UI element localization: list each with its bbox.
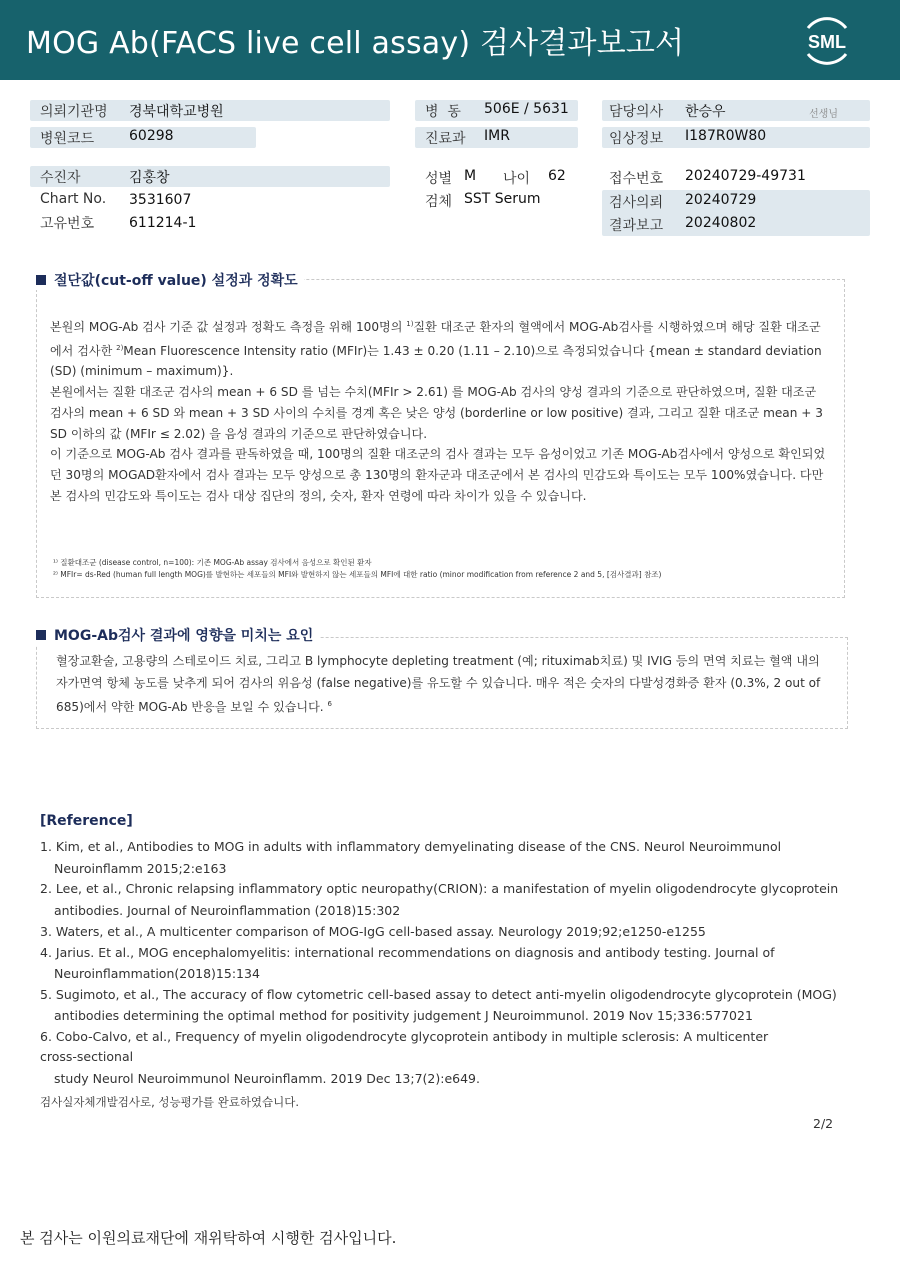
uid-value: 611214-1	[129, 215, 197, 231]
dept-label: 진료과	[425, 131, 466, 147]
receipt-value: 20240729-49731	[685, 168, 806, 184]
factors-body: 혈장교환술, 고용량의 스테로이드 치료, 그리고 B lymphocyte depleting treatment (예; rituximab치료) 및 IVIG 등의 면역 치료는 혈액 내의 자가면역 항체 농도를 낮추게 되어 검사의 위음성 (false negative)를 유도할 수 있습니다. 매우 적은 숫자의 다발성경화증 환자 (0.3%, 2 out of 685)에서 약한 MOG-Ab 반응을 보일 수 있습니다. $^6$	[56, 654, 821, 715]
clinical-label: 임상정보	[609, 131, 664, 147]
ward-value: 506E / 5631	[484, 101, 569, 117]
reference-line: Neuroinflammation(2018)15:134	[54, 966, 260, 981]
logo-text: SML	[808, 32, 846, 52]
reference-line: 2. Lee, et al., Chronic relapsing inflammatory optic neuropathy(CRION): a manifestation of myelin oligodendrocyte glycoprotein	[40, 881, 839, 896]
reference-line: 3. Waters, et al., A multicenter comparison of MOG-IgG cell-based assay. Neurology 2019;92;e1250-e1255	[40, 924, 706, 939]
reference-line: study Neurol Neuroimmunol Neuroinflamm. 2019 Dec 13;7(2):e649.	[54, 1071, 480, 1086]
section-marker	[36, 630, 46, 640]
dept-value: IMR	[484, 128, 510, 144]
footer-note: 본 검사는 이원의료재단에 재위탁하여 시행한 검사입니다.	[20, 1229, 397, 1247]
superscript: 6	[327, 700, 332, 708]
factors-title-text: MOG-Ab검사 결과에 영향을 미치는 요인	[54, 628, 314, 644]
chart-value: 3531607	[129, 192, 192, 208]
sex-value: M	[464, 168, 477, 184]
age-value: 62	[548, 168, 566, 184]
section-marker	[36, 275, 46, 285]
reference-line: cross-sectional	[40, 1049, 134, 1064]
reference-line: 4. Jarius. Et al., MOG encephalomyelitis: international recommendations on diagnosis and antibody testing. Journal of	[40, 945, 775, 960]
reference-line: antibodies. Journal of Neuroinflammation (2018)15:302	[54, 903, 401, 918]
ward-label: 병 동	[425, 104, 461, 120]
footnote-2: ²⁾ MFIr= ds-Red (human full length MOG)를 발현하는 세포들의 MFI와 발현하지 않는 세포들의 MFI에 대한 ratio (minor modification from reference 2 and 5, [검사결과] 참조)	[53, 570, 662, 579]
reference-title: [Reference]	[40, 813, 133, 829]
request-label: 검사의뢰	[609, 195, 664, 211]
chart-label: Chart No.	[40, 191, 107, 207]
sml-logo	[798, 12, 856, 70]
age-label: 나이	[503, 171, 531, 187]
factors-section-title	[36, 625, 319, 645]
page-number: 2/2	[813, 1116, 834, 1131]
hospital-code-value: 60298	[129, 128, 174, 144]
institution-value: 경북대학교병원	[129, 104, 224, 120]
patient-label: 수진자	[40, 170, 81, 186]
report-label: 결과보고	[609, 218, 664, 234]
sex-label: 성별	[425, 171, 453, 187]
superscript: 1)	[406, 320, 414, 328]
reference-line: 5. Sugimoto, et al., The accuracy of flow cytometric cell-based assay to detect anti-myelin oligodendrocyte glycoprotein (MOG)	[40, 987, 837, 1002]
specimen-value: SST Serum	[464, 191, 541, 207]
validation-note: 검사실자체개발검사로, 성능평가를 완료하였습니다.	[40, 1095, 300, 1109]
reference-line: 6. Cobo-Calvo, et al., Frequency of myelin oligodendrocyte glycoprotein antibody in multiple sclerosis: A multicenter	[40, 1029, 769, 1044]
reference-line: Neuroinflamm 2015;2:e163	[54, 861, 227, 876]
receipt-label: 접수번호	[609, 171, 664, 187]
doctor-label: 담당의사	[609, 104, 664, 120]
cutoff-paragraph-3: 이 기준으로 MOG-Ab 검사 결과를 판독하였을 때, 100명의 질환 대조군의 검사 결과는 모두 음성이었고 기존 MOG-Ab검사에서 양성으로 확인되었던 30명의 MOGAD환자에서 검사 결과는 모두 양성으로 총 130명의 환자군과 대조군에서 본 검사의 민감도와 특이도는 모두 100%였습니다. 다만 본 검사의 민감도와 특이도는 검사 대상 집단의 정의, 숫자, 환자 연령에 따라 차이가 있을 수 있습니다.	[50, 447, 826, 503]
cutoff-paragraph-2: 본원에서는 질환 대조군 검사의 mean + 6 SD 를 넘는 수치(MFIr > 2.61) 를 MOG-Ab 검사의 양성 결과의 기준으로 판단하였으며, 질환 대조군 검사의 mean + 6 SD 와 mean + 3 SD 사이의 수치를 경계 혹은 낮은 양성 (borderline or low positive) 결과, 그리고 질환 대조군 mean + 3 SD 이하의 값 (MFIr ≤ 2.02) 을 음성 결과의 기준으로 판단하였습니다.	[50, 385, 823, 441]
request-value: 20240729	[685, 192, 757, 208]
cutoff-title-text: 절단값(cut-off value) 설정과 정확도	[54, 273, 298, 289]
cutoff-body	[50, 314, 830, 506]
cutoff-section-title	[36, 270, 304, 290]
superscript: 2)	[116, 343, 124, 352]
clinical-value: I187R0W80	[685, 128, 767, 144]
reference-line: 1. Kim, et al., Antibodies to MOG in adults with inflammatory demyelinating disease of the CNS. Neurol Neuroimmunol	[40, 839, 782, 854]
reference-line: antibodies determining the optimal method for positivity judgement J Neuroimmunol. 2019 Nov 15;336:577021	[54, 1008, 753, 1023]
report-value: 20240802	[685, 215, 757, 231]
doctor-suffix: 선생님	[809, 109, 838, 120]
institution-label: 의뢰기관명	[40, 104, 108, 120]
footnote-1: ¹⁾ 질환대조군 (disease control, n=100): 기존 MOG-Ab assay 검사에서 음성으로 확인된 환자	[53, 558, 372, 567]
specimen-label: 검체	[425, 194, 453, 210]
patient-value: 김홍창	[129, 170, 170, 186]
report-title: MOG Ab(FACS live cell assay) 검사결과보고서	[26, 26, 685, 61]
hospital-code-label: 병원코드	[40, 131, 95, 147]
doctor-value: 한승우	[685, 104, 726, 120]
patient-bar	[30, 166, 390, 187]
uid-label: 고유번호	[40, 216, 95, 232]
cutoff-paragraph-1: 본원의 MOG-Ab 검사 기준 값 설정과 정확도 측정을 위해 100명의 $^{1)}$질환 대조군 환자의 혈액에서 MOG-Ab검사를 시행하였으며 해당 질환 대조군에서 검사한 $^{2)}$Mean Fluorescence Intensity ratio (MFIr)는 1.43 ± 0.20 (1.11 – 2.10)으로 측정되었습니다 {mean ± standard deviation (SD) (minimum – maximum)}.	[50, 320, 822, 379]
